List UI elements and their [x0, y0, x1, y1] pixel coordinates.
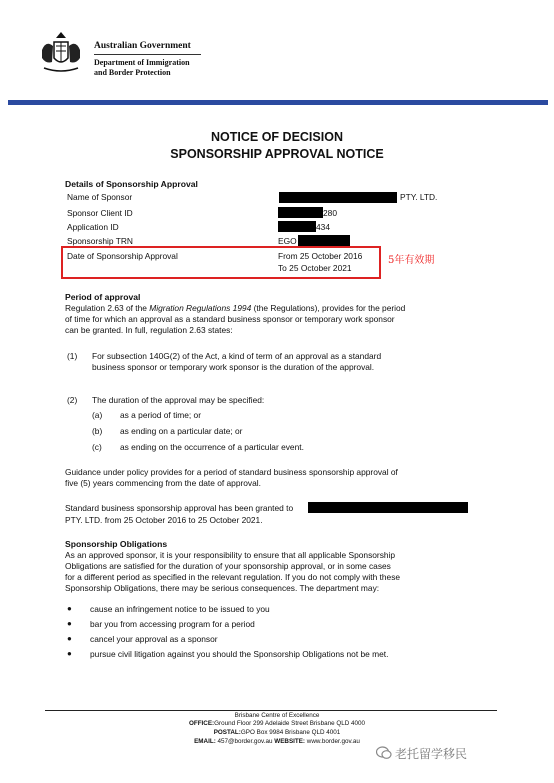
item-1-number: (1) [67, 351, 78, 361]
department-line-1: Department of Immigration [94, 58, 190, 67]
redaction-bar [308, 502, 468, 513]
footer-postal [0, 729, 554, 738]
footer-email-label: EMAIL: [194, 738, 216, 745]
item-1-text [92, 351, 492, 373]
obligations-line: Obligations are satisfied for the duration of your sponsorship approval, or in some cases [65, 561, 391, 571]
footer-divider [45, 710, 497, 711]
obligation-item: bar you from accessing program for a period [90, 619, 255, 629]
redaction-bar [278, 207, 323, 218]
item-2-text: The duration of the approval may be specified: [92, 395, 265, 405]
redaction-bar [278, 221, 316, 232]
document-subtitle: SPONSORSHIP APPROVAL NOTICE [170, 147, 384, 161]
obligation-item: cancel your approval as a sponsor [90, 634, 218, 644]
application-id-value: 434 [316, 222, 330, 232]
obligations-paragraph [65, 550, 505, 594]
sponsorship-trn-label: Sponsorship TRN [67, 236, 133, 246]
obligations-heading: Sponsorship Obligations [65, 539, 168, 549]
footer-website-value: www.border.gov.au [305, 738, 360, 745]
application-id-label: Application ID [67, 222, 119, 232]
redaction-bar [298, 235, 350, 246]
footer-postal-value: GPO Box 9984 Brisbane QLD 4001 [240, 729, 341, 736]
guidance-line2: five (5) years commencing from the date of approval. [65, 478, 261, 488]
bullet-icon: ● [67, 604, 72, 613]
period-text-pre: Regulation 2.63 of the [65, 303, 150, 313]
approval-date-from: From 25 October 2016 [278, 251, 363, 261]
subitem-b-text: as ending on a particular date; or [120, 426, 243, 436]
sponsor-client-id-label: Sponsor Client ID [67, 208, 133, 218]
footer-office-value: Ground Floor 299 Adelaide Street Brisbane QLD 4000 [214, 720, 366, 727]
subitem-a-text: as a period of time; or [120, 410, 201, 420]
footer-office [0, 720, 554, 729]
header-divider [94, 54, 201, 55]
footer-contact [0, 738, 554, 747]
footer-email-value: 457@border.gov.au [215, 738, 275, 745]
validity-annotation: 5年有效期 [388, 255, 435, 266]
obligations-line: As an approved sponsor, it is your responsibility to ensure that all applicable Sponsorship [65, 550, 396, 560]
period-text-post: (the Regulations), provides for the period [251, 303, 406, 313]
coat-of-arms-icon [36, 28, 86, 78]
details-heading: Details of Sponsorship Approval [65, 179, 198, 189]
period-text-line3: can be granted. In full, regulation 2.63 states: [65, 325, 233, 335]
department-line-2: and Border Protection [94, 68, 171, 77]
subitem-c-text: as ending on the occurrence of a particular event. [120, 442, 304, 452]
header-bar [8, 100, 548, 105]
government-name: Australian Government [94, 41, 191, 51]
period-paragraph [65, 303, 495, 336]
guidance-line1: Guidance under policy provides for a period of standard business sponsorship approval of [65, 467, 398, 477]
obligation-item: cause an infringement notice to be issued to you [90, 604, 270, 614]
obligation-item: pursue civil litigation against you should the Sponsorship Obligations not be met. [90, 649, 389, 659]
document-title: NOTICE OF DECISION [211, 130, 343, 144]
subitem-c-number: (c) [92, 442, 102, 452]
granted-line1: Standard business sponsorship approval has been granted to [65, 503, 294, 513]
period-heading: Period of approval [65, 292, 141, 302]
period-text-line2: of time for which an approval as a standard business sponsor or temporary work sponsor [65, 314, 395, 324]
period-text-italic: Migration Regulations 1994 [149, 303, 252, 313]
footer-centre: Brisbane Centre of Excellence [234, 712, 320, 719]
footer-website-label: WEBSITE: [274, 738, 306, 745]
sponsor-client-id-value: 280 [323, 208, 337, 218]
subitem-a-number: (a) [92, 410, 103, 420]
footer-office-label: OFFICE: [188, 720, 215, 727]
granted-line2: PTY. LTD. from 25 October 2016 to 25 October 2021. [65, 515, 263, 525]
approval-date-label: Date of Sponsorship Approval [67, 251, 178, 261]
approval-date-to: To 25 October 2021 [278, 263, 352, 273]
bullet-icon: ● [67, 649, 72, 658]
item-1-line2: business sponsor or temporary work sponsor is the duration of the approval. [92, 362, 375, 372]
bullet-icon: ● [67, 634, 72, 643]
name-of-sponsor-value: PTY. LTD. [400, 192, 438, 202]
watermark-text: 老托留学移民 [395, 747, 468, 761]
obligations-line: for a different period as specified in the relevant regulation. If you do not comply with these [65, 572, 401, 582]
item-2-number: (2) [67, 395, 78, 405]
footer-postal-label: POSTAL: [213, 729, 241, 736]
item-1-line1: For subsection 140G(2) of the Act, a kind of term of an approval as a standard [92, 351, 382, 361]
redaction-bar [279, 192, 397, 203]
department-name [94, 58, 224, 78]
guidance-paragraph [65, 467, 505, 489]
bullet-icon: ● [67, 619, 72, 628]
obligations-line: Sponsorship Obligations, there may be serious consequences. The department may: [65, 583, 380, 593]
subitem-b-number: (b) [92, 426, 103, 436]
sponsorship-trn-value: EGO [278, 236, 297, 246]
name-of-sponsor-label: Name of Sponsor [67, 192, 133, 202]
wechat-icon [376, 746, 392, 760]
